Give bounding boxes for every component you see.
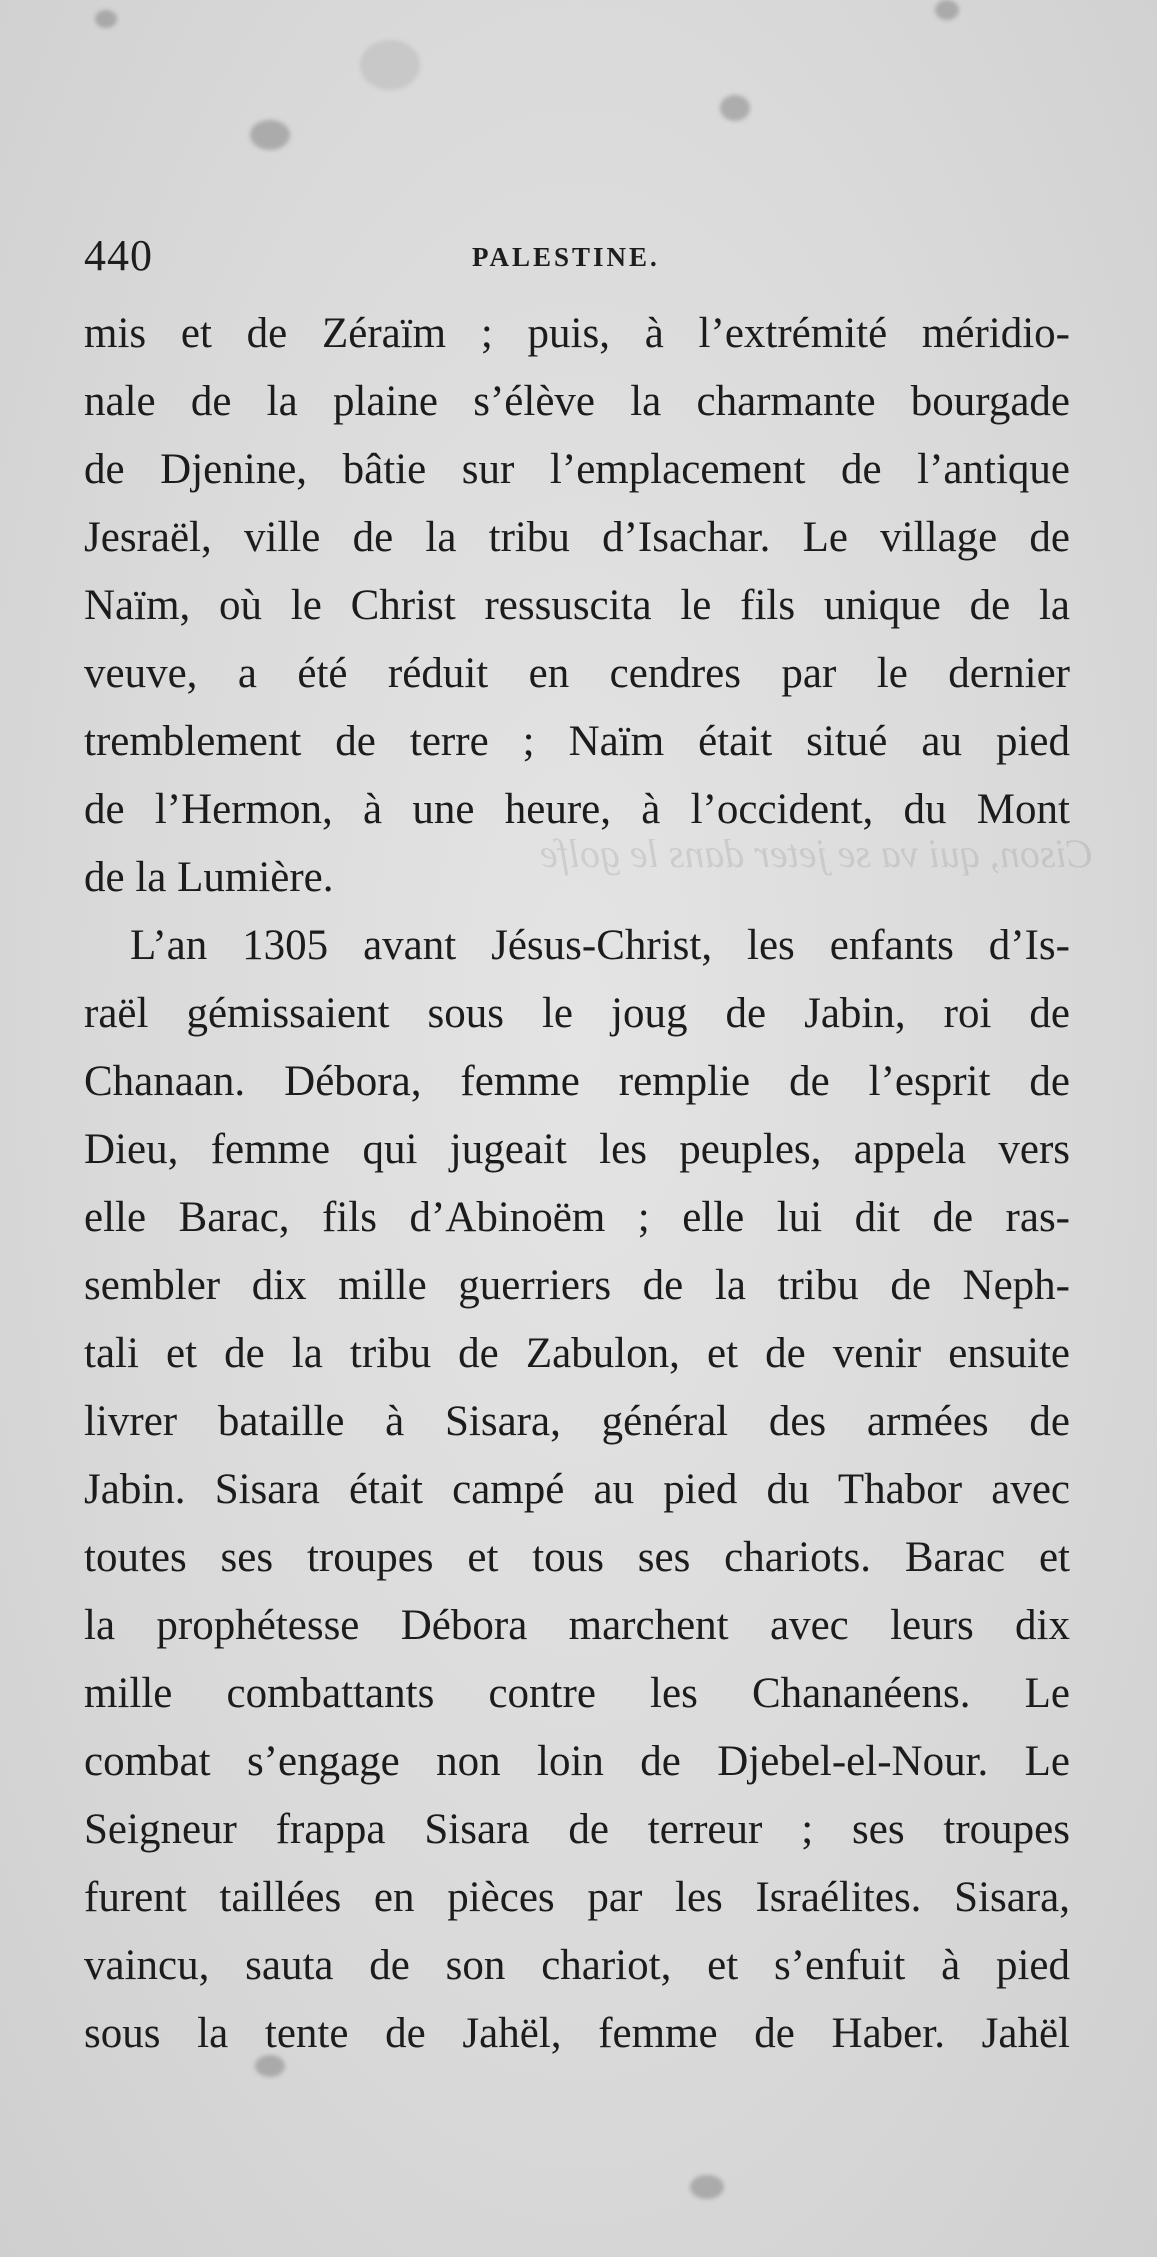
bleed-through-text: Cison, qui va se jeter dans le golfe <box>540 831 1094 876</box>
text-line: tremblement de terre ; Naïm était situé au pied <box>84 718 1070 765</box>
page-number: 440 <box>84 231 153 280</box>
scan-speck <box>720 95 750 121</box>
text-line: veuve, a été réduit en cendres par le dernier <box>84 650 1070 697</box>
text-line: livrer bataille à Sisara, général des armées de <box>84 1398 1070 1445</box>
text-line: raël gémissaient sous le joug de Jabin, roi de <box>84 990 1070 1037</box>
scan-speck <box>935 0 959 20</box>
text-line: Jabin. Sisara était campé au pied du Thabor avec <box>84 1466 1070 1513</box>
text-line: mille combattants contre les Chananéens. Le <box>84 1670 1070 1717</box>
scan-speck <box>250 120 290 150</box>
text-line: vaincu, sauta de son chariot, et s’enfuit à pied <box>84 1942 1070 1989</box>
text-line: Seigneur frappa Sisara de terreur ; ses troupes <box>84 1806 1070 1853</box>
scan-speck <box>690 2175 724 2199</box>
scan-speck <box>360 40 420 90</box>
scan-speck <box>95 10 117 28</box>
text-line: L’an 1305 avant Jésus-Christ, les enfants d’Is- <box>130 922 1070 969</box>
text-line: de l’Hermon, à une heure, à l’occident, du Mont <box>84 786 1070 833</box>
text-line: nale de la plaine s’élève la charmante bourgade <box>84 378 1070 425</box>
text-line: la prophétesse Débora marchent avec leurs dix <box>84 1602 1070 1649</box>
text-line: mis et de Zéraïm ; puis, à l’extrémité méridio- <box>84 310 1070 357</box>
text-line: Naïm, où le Christ ressuscita le fils unique de la <box>84 582 1070 629</box>
text-line: elle Barac, fils d’Abinoëm ; elle lui dit de ras- <box>84 1194 1070 1241</box>
text-line: combat s’engage non loin de Djebel-el-Nour. Le <box>84 1738 1070 1785</box>
text-line: Dieu, femme qui jugeait les peuples, appela vers <box>84 1126 1070 1173</box>
text-line: sembler dix mille guerriers de la tribu de Neph- <box>84 1262 1070 1309</box>
text-line: de Djenine, bâtie sur l’emplacement de l’antique <box>84 446 1070 493</box>
text-line: tali et de la tribu de Zabulon, et de venir ensuite <box>84 1330 1070 1377</box>
page-title: PALESTINE. <box>472 242 660 272</box>
running-head <box>84 230 1074 290</box>
text-line: furent taillées en pièces par les Israélites. Sisara, <box>84 1874 1070 1921</box>
text-line: toutes ses troupes et tous ses chariots. Barac et <box>84 1534 1070 1581</box>
text-line: Jesraël, ville de la tribu d’Isachar. Le village de <box>84 514 1070 561</box>
text-line: Chanaan. Débora, femme remplie de l’esprit de <box>84 1058 1070 1105</box>
text-line: sous la tente de Jahël, femme de Haber. Jahël <box>84 2010 1070 2057</box>
body-text <box>84 300 1070 2068</box>
text-line: de la Lumière. <box>84 854 334 901</box>
